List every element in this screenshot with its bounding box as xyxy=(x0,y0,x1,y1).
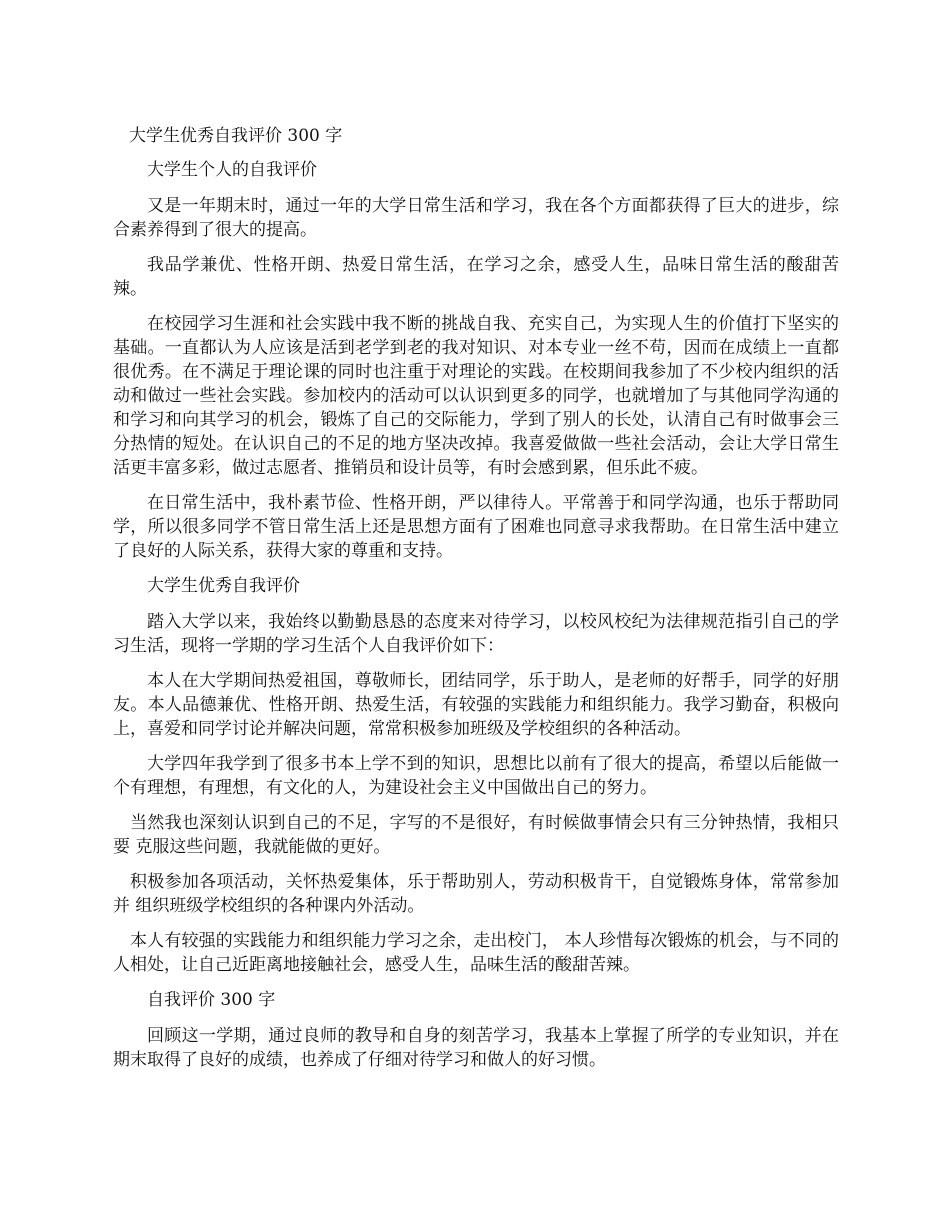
paragraph: 我品学兼优、性格开朗、热爱日常生活，在学习之余，感受人生，品味日常生活的酸甜苦辣。 xyxy=(113,255,839,299)
document-page xyxy=(113,124,839,1083)
paragraph: 本人有较强的实践能力和组织能力学习之余，走出校门， 本人珍惜每次锻炼的机会，与不同的人相处，让自己近距离地接触社会，感受人生，品味生活的酸甜苦辣。 xyxy=(113,931,839,975)
paragraph: 当然我也深刻认识到自己的不足，字写的不是很好，有时候做事情会只有三分钟热情，我相只要 克服这些问题，我就能做的更好。 xyxy=(113,813,839,857)
paragraph: 在校园学习生涯和社会实践中我不断的挑战自我、充实自己，为实现人生的价值打下坚实的基础。一直都认为人应该是活到老学到老的我对知识、对本专业一丝不苟，因而在成绩上一直都很优秀。在不满足于理论课的同时也注重于对理论的实践。在校期间我参加了不少校内组织的活动和做过一些社会实践。参加校内的活动可以认识到更多的同学，也就增加了与其他同学沟通的和学习和向其学习的机会，锻炼了自己的交际能力，学到了别人的长处，认清自己有时做事会三分热情的短处。在认识自己的不足的地方坚决改掉。我喜爱做做一些社会活动，会让大学日常生活更丰富多彩，做过志愿者、推销员和设计员等，有时会感到累，但乐此不疲。 xyxy=(113,314,839,478)
paragraph: 又是一年期末时，通过一年的大学日常生活和学习，我在各个方面都获得了巨大的进步，综合素养得到了很大的提高。 xyxy=(113,196,839,240)
section-excellent-evaluation xyxy=(113,574,839,977)
paragraph: 大学四年我学到了很多书本上学不到的知识，思想比以前有了很大的提高，希望以后能做一个有理想，有理想，有文化的人，为建设社会主义中国做出自己的努力。 xyxy=(113,754,839,798)
section-self-evaluation-300 xyxy=(113,988,839,1072)
section-personal-evaluation xyxy=(113,158,839,563)
section-heading: 大学生优秀自我评价 xyxy=(147,576,300,596)
document-title: 大学生优秀自我评价 300 字 xyxy=(129,126,343,146)
section-heading: 自我评价 300 字 xyxy=(147,990,276,1010)
paragraph: 积极参加各项活动，关怀热爱集体，乐于帮助别人，劳动积极肯干，自觉锻炼身体，常常参加并 组织班级学校组织的各种课内外活动。 xyxy=(113,872,839,916)
paragraph: 回顾这一学期，通过良师的教导和自身的刻苦学习，我基本上掌握了所学的专业知识，并在期末取得了良好的成绩，也养成了仔细对待学习和做人的好习惯。 xyxy=(113,1026,839,1070)
paragraph: 本人在大学期间热爱祖国，尊敬师长，团结同学，乐于助人，是老师的好帮手，同学的好朋友。本人品德兼优、性格开朗、热爱生活，有较强的实践能力和组织能力。我学习勤奋，积极向上，喜爱和同学讨论并解决问题，常常积极参加班级及学校组织的各种活动。 xyxy=(113,671,839,739)
section-heading: 大学生个人的自我评价 xyxy=(147,160,317,180)
paragraph: 踏入大学以来，我始终以勤勤恳恳的态度来对待学习，以校风校纪为法律规范指引自己的学习生活，现将一学期的学习生活个人自我评价如下： xyxy=(113,612,839,656)
paragraph: 在日常生活中，我朴素节俭、性格开朗，严以律待人。平常善于和同学沟通，也乐于帮助同学，所以很多同学不管日常生活上还是思想方面有了困难也同意寻求我帮助。在日常生活中建立了良好的人际关系，获得大家的尊重和支持。 xyxy=(113,493,839,561)
